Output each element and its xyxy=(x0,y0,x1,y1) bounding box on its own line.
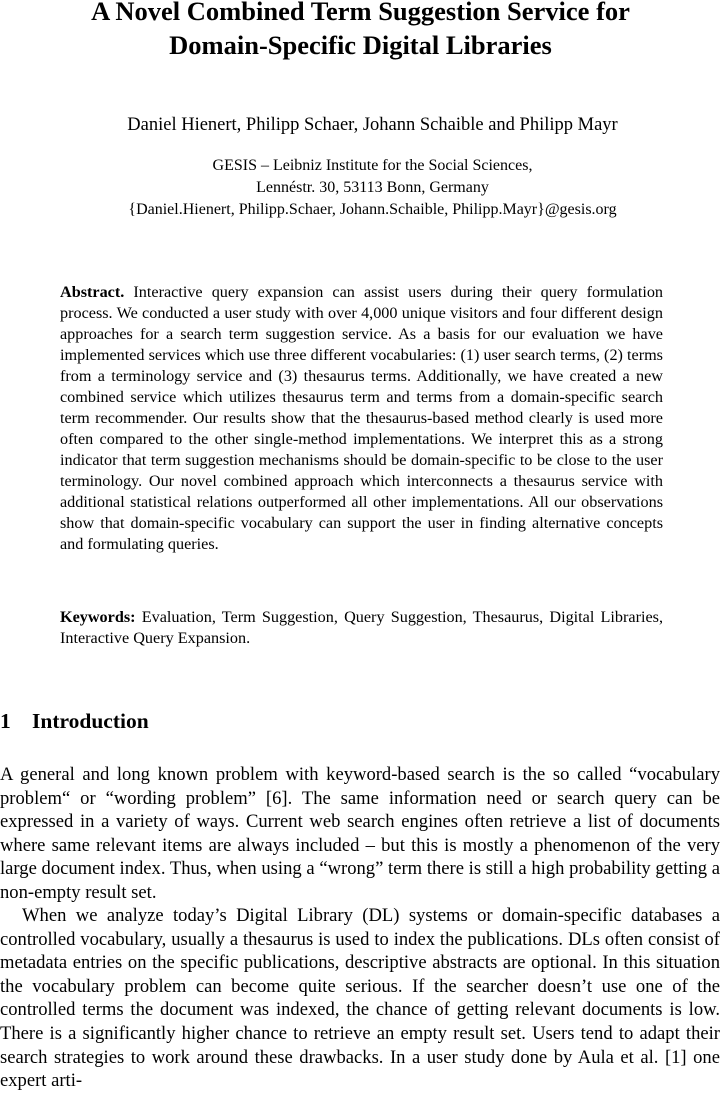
section-number: 1 xyxy=(0,709,11,733)
abstract xyxy=(60,282,663,555)
title-line-1: A Novel Combined Term Suggestion Service for xyxy=(91,0,630,26)
affiliation-block xyxy=(0,155,721,221)
author-list: Daniel Hienert, Philipp Schaer, Johann Schaible and Philipp Mayr xyxy=(127,115,618,135)
paper-title xyxy=(0,0,721,62)
abstract-label: Abstract. xyxy=(60,283,125,301)
section-heading-introduction xyxy=(0,707,149,735)
keywords-text: Evaluation, Term Suggestion, Query Suggestion, Thesaurus, Digital Libraries, Interactive Query Expansion. xyxy=(60,608,663,647)
intro-paragraph-2: When we analyze today’s Digital Library (DL) systems or domain-specific databases a controlled vocabulary, usually a thesaurus is used to index the publications. DLs often consist of metadata entries on the specific publications, descriptive abstracts are optional. In this situation the vocabulary problem can become quite serious. If the searcher doesn’t use one of the controlled terms the document was indexed, the chance of getting relevant documents is low. There is a significantly higher chance to retrieve an empty result set. Users tend to adapt their search strategies to work around these drawbacks. In a user study done by Aula et al. [1] one expert arti- xyxy=(0,905,720,1092)
affiliation-emails: {Daniel.Hienert, Philipp.Schaer, Johann.Schaible, Philipp.Mayr}@gesis.org xyxy=(128,201,617,218)
keywords-label: Keywords: xyxy=(60,608,136,626)
intro-paragraph-1: A general and long known problem with keyword-based search is the so called “vocabulary problem“ or “wording problem” [6]. The same information need or search query can be expressed in a variety of ways. Current web search engines often retrieve a list of documents where same relevant items are always included – but this is mostly a phenomenon of the very large document index. Thus, when using a “wrong” term there is still a high probability getting a non-empty result set. xyxy=(0,764,720,903)
section-title: Introduction xyxy=(32,709,149,733)
affiliation-institute: GESIS – Leibniz Institute for the Social Sciences, xyxy=(212,157,533,174)
keywords xyxy=(60,607,663,649)
title-line-2: Domain-Specific Digital Libraries xyxy=(169,30,552,60)
affiliation-address: Lennéstr. 30, 53113 Bonn, Germany xyxy=(256,179,489,196)
abstract-text: Interactive query expansion can assist users during their query formulation process. We conducted a user study with over 4,000 unique visitors and four different design approaches for a search term suggestion service. As a basis for our evaluation we have implemented services which use three different vocabularies: (1) user search terms, (2) terms from a terminology service and (3) thesaurus terms. Additionally, we have created a new combined service which utilizes thesaurus term and terms from a domain-specific search term recommender. Our results show that the thesaurus-based method clearly is used more often compared to the other single-method implementations. We interpret this as a strong indicator that term suggestion mechanisms should be domain-specific to be close to the user terminology. Our novel combined approach which interconnects a thesaurus service with additional statistical relations outperformed all other implementations. All our observations show that domain-specific vocabulary can support the user in finding alternative concepts and formulating queries. xyxy=(60,283,664,553)
